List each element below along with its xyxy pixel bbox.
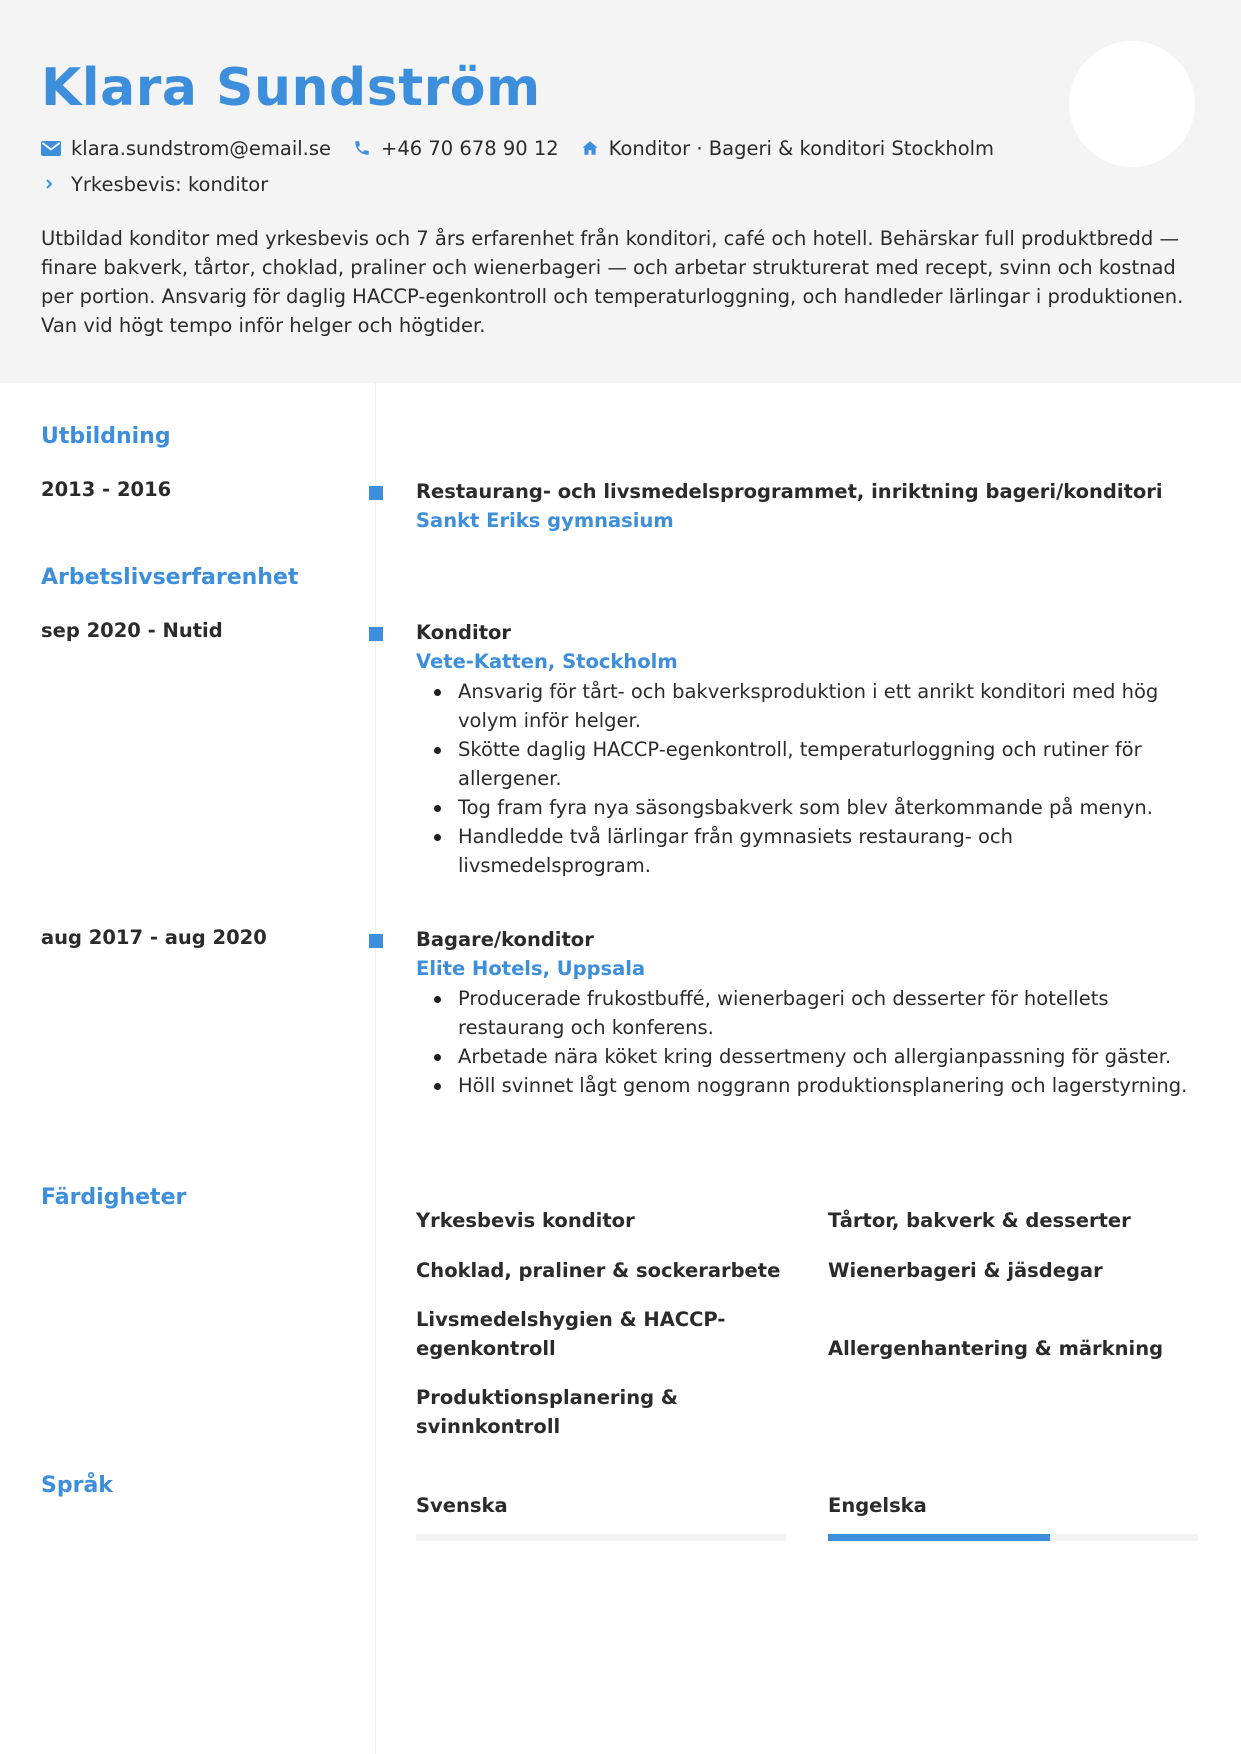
- skill-item: Allergenhantering & märkning: [828, 1337, 1164, 1360]
- skill-item: Livsmedelshygien & HACCP-egenkontroll: [416, 1308, 726, 1360]
- certificate-text: Yrkesbevis: konditor: [71, 172, 269, 196]
- contact-phone[interactable]: [353, 137, 559, 160]
- contact-location: [581, 137, 994, 160]
- job-bullets: [416, 984, 1206, 1100]
- section-title-experience: Arbetslivserfarenhet: [41, 565, 299, 590]
- profile-summary: Utbildad konditor med yrkesbevis och 7 års erfarenhet från konditori, café och hotell. Behärskar full produktbredd — finare bakverk, tårtor, choklad, praliner och wienerbageri — och arbetar strukturerat med recept, svinn och kostnad per portion. Ansvarig för daglig HACCP-egenkontroll och temperaturloggning, och handleder lärlingar i produktionen. Van vid högt tempo inför helger och högtider.: [41, 227, 1184, 337]
- email-text: klara.sundstrom@email.se: [71, 136, 332, 160]
- education-school: Sankt Eriks gymnasium: [416, 509, 674, 532]
- skill-item: Yrkesbevis konditor: [416, 1209, 635, 1232]
- job-bullets: [416, 677, 1206, 880]
- timeline-marker: [369, 627, 383, 641]
- timeline-divider: [375, 383, 376, 1754]
- education-entry: [416, 477, 1206, 535]
- candidate-name: Klara Sundström: [41, 58, 541, 118]
- bullet-item: Arbetade nära köket kring dessertmeny och allergianpassning för gäster.: [416, 1042, 1206, 1071]
- job-title: Konditor: [416, 621, 512, 644]
- home-icon: [581, 139, 599, 157]
- job-title: Bagare/konditor: [416, 928, 594, 951]
- section-title-skills: Färdigheter: [41, 1185, 187, 1210]
- timeline-marker: [369, 934, 383, 948]
- profile-photo-placeholder: [1069, 41, 1195, 167]
- timeline-marker: [369, 486, 383, 500]
- skill-item: Produktionsplanering & svinnkontroll: [416, 1386, 678, 1438]
- section-title-education: Utbildning: [41, 424, 171, 449]
- education-program: Restaurang- och livsmedelsprogrammet, inriktning bageri/konditori: [416, 480, 1163, 503]
- education-date: 2013 - 2016: [41, 478, 172, 501]
- language-name: Svenska: [416, 1494, 508, 1517]
- skill-item: Tårtor, bakverk & desserter: [828, 1209, 1131, 1232]
- phone-icon: [353, 139, 371, 157]
- contact-row-2: [41, 170, 290, 198]
- resume-header: [0, 0, 1241, 383]
- language-level-bar: [828, 1534, 1198, 1541]
- location-text: Konditor · Bageri & konditori Stockholm: [608, 136, 995, 160]
- skill-item: Wienerbageri & jäsdegar: [828, 1259, 1103, 1282]
- mail-icon: [41, 141, 61, 156]
- language-level-bar: [416, 1534, 786, 1541]
- contact-row: [41, 134, 1016, 162]
- employer: Vete-Katten, Stockholm: [416, 650, 678, 673]
- section-title-languages: Språk: [41, 1473, 113, 1498]
- experience-date: aug 2017 - aug 2020: [41, 926, 267, 949]
- bullet-item: Producerade frukostbuffé, wienerbageri och desserter för hotellets restaurang och konferens.: [416, 984, 1206, 1042]
- phone-text: +46 70 678 90 12: [381, 136, 559, 160]
- contact-email[interactable]: [41, 137, 331, 160]
- bullet-item: Tog fram fyra nya säsongsbakverk som blev återkommande på menyn.: [416, 793, 1206, 822]
- experience-date: sep 2020 - Nutid: [41, 619, 223, 642]
- bullet-item: Skötte daglig HACCP-egenkontroll, temperaturloggning och rutiner för allergener.: [416, 735, 1206, 793]
- language-level-fill: [828, 1534, 1050, 1541]
- bullet-item: Höll svinnet lågt genom noggrann produktionsplanering och lagerstyrning.: [416, 1071, 1206, 1100]
- language-name: Engelska: [828, 1494, 927, 1517]
- experience-entry: [416, 925, 1206, 1100]
- contact-extra: [41, 173, 268, 196]
- bullet-item: Handledde två lärlingar från gymnasiets restaurang- och livsmedelsprogram.: [416, 822, 1206, 880]
- employer: Elite Hotels, Uppsala: [416, 957, 646, 980]
- chevron-right-icon: [41, 177, 61, 191]
- skill-item: Choklad, praliner & sockerarbete: [416, 1259, 781, 1282]
- experience-entry: [416, 618, 1206, 880]
- bullet-item: Ansvarig för tårt- och bakverksproduktion i ett anrikt konditori med hög volym inför helger.: [416, 677, 1206, 735]
